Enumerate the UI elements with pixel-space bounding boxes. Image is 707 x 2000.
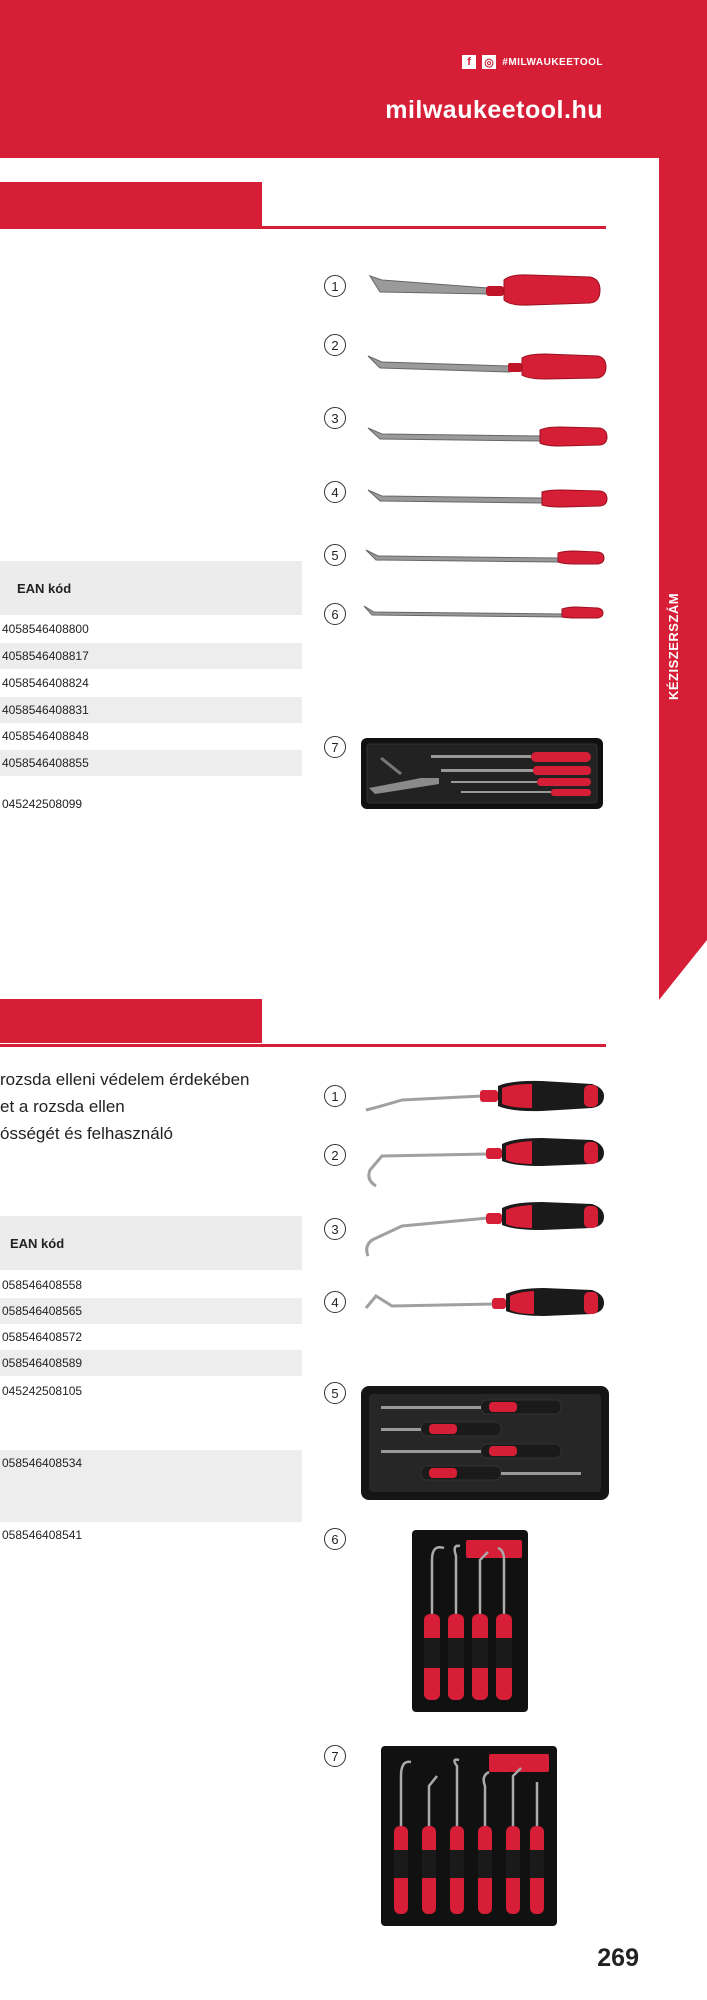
social-bar [462, 55, 603, 69]
callout-1: 1 [324, 1085, 346, 1107]
pry-bar-5 [366, 550, 604, 564]
page-number: 269 [597, 1944, 639, 1972]
table-row: 058546408589 [0, 1350, 302, 1376]
section2-title-bar [0, 999, 262, 1043]
hook-pick-tray-vertical-6 [381, 1746, 557, 1926]
table-row: 058546408558 [2, 1278, 83, 1292]
facebook-icon[interactable]: f [462, 55, 476, 69]
description-line: rozsda elleni védelem érdekében [0, 1070, 250, 1089]
callout-4: 4 [324, 1291, 346, 1313]
section1-rule [0, 226, 606, 229]
table-row: 4058546408848 [2, 729, 89, 743]
table-row: 045242508105 [2, 1384, 83, 1398]
description-line: et a rozsda ellen [0, 1097, 125, 1116]
hook-pick-1 [366, 1081, 604, 1111]
hook-pick-4 [366, 1288, 604, 1316]
table-row: 058546408572 [2, 1330, 83, 1344]
table-row: 045242508099 [2, 797, 83, 811]
table-row: 4058546408855 [0, 750, 302, 776]
hook-pick-images [362, 1076, 612, 1336]
table-row: 4058546408831 [0, 697, 302, 723]
ean-header: EAN kód [10, 1235, 65, 1251]
table-row: 058546408565 [0, 1298, 302, 1324]
hook-pick-3 [367, 1202, 604, 1256]
pry-bar-4 [368, 490, 607, 507]
description-line: ósségét és felhasználó [0, 1124, 173, 1143]
header-banner [0, 0, 707, 158]
callout-2: 2 [324, 334, 346, 356]
callout-5: 5 [324, 544, 346, 566]
site-url[interactable]: milwaukeetool.hu [385, 96, 603, 124]
callout-5: 5 [324, 1382, 346, 1404]
sidebar-label: KÉZISZERSZÁM [666, 592, 681, 700]
section1-title-bar [0, 182, 262, 226]
section2-table-header [0, 1216, 302, 1270]
hook-pick-tray [361, 1386, 609, 1500]
ean-header: EAN kód [17, 580, 72, 596]
table-row: 058546408534 [0, 1450, 302, 1522]
table-row: 058546408541 [2, 1528, 83, 1542]
callout-7: 7 [324, 1745, 346, 1767]
callout-6: 6 [324, 1528, 346, 1550]
pry-bar-6 [364, 606, 603, 618]
hook-pick-2 [369, 1138, 604, 1186]
hook-pick-tray-vertical-4 [412, 1530, 528, 1712]
callout-4: 4 [324, 481, 346, 503]
section1-table-header [0, 561, 302, 615]
callout-2: 2 [324, 1144, 346, 1166]
table-row: 4058546408824 [2, 676, 89, 690]
callout-6: 6 [324, 603, 346, 625]
instagram-icon[interactable]: ◎ [484, 56, 495, 69]
pry-bar-images [360, 262, 610, 622]
hashtag-text: #MILWAUKEETOOL [502, 56, 603, 68]
callout-3: 3 [324, 407, 346, 429]
pry-bar-2 [368, 354, 606, 379]
callout-1: 1 [324, 275, 346, 297]
sidebar-strip [659, 150, 707, 1000]
callout-7: 7 [324, 736, 346, 758]
pry-bar-1 [370, 275, 600, 305]
table-row: 4058546408817 [0, 643, 302, 669]
callout-3: 3 [324, 1218, 346, 1240]
pry-bar-3 [368, 427, 607, 446]
table-row: 4058546408800 [2, 622, 89, 636]
pry-bar-tray [361, 738, 603, 809]
section2-rule [0, 1044, 606, 1047]
